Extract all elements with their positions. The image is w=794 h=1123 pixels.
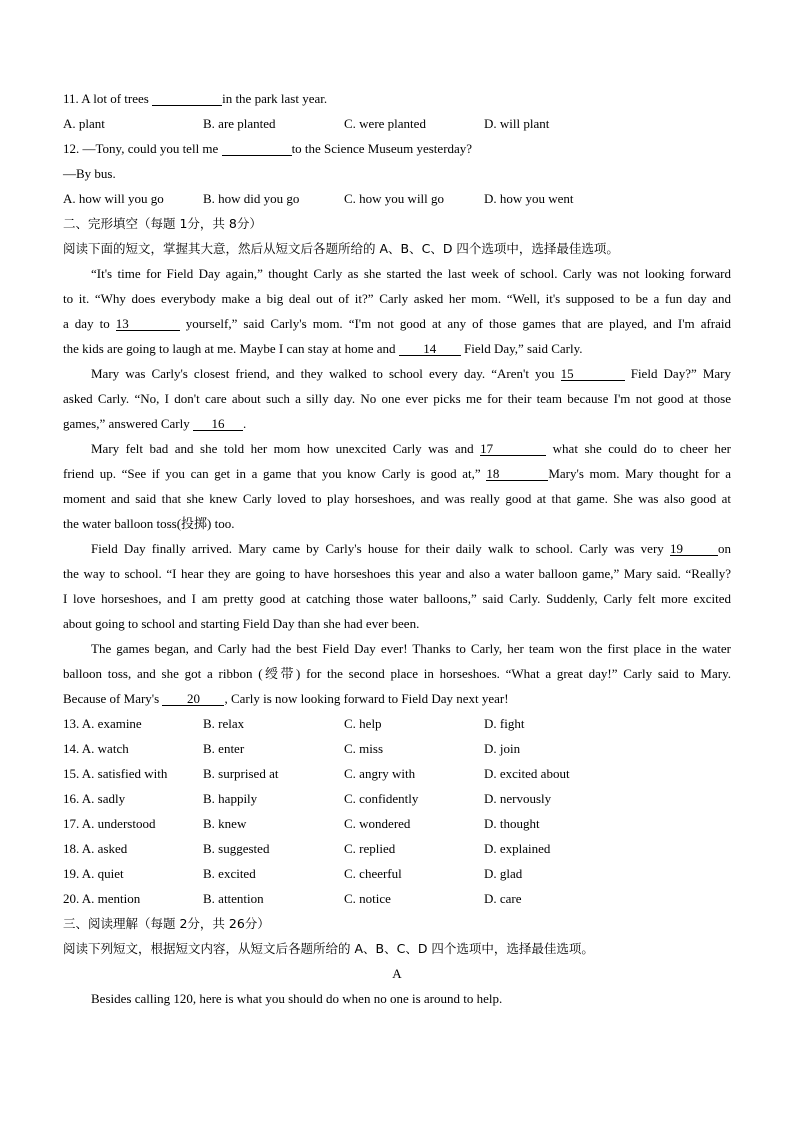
passage-line (63, 691, 731, 707)
cloze-17-option-b: B. knew (203, 816, 247, 831)
cloze-13-option-a: 13. A. examine (63, 716, 142, 731)
blank-15: 15 (561, 367, 625, 381)
cloze-16-option-c: C. confidently (344, 791, 419, 806)
passage-line: asked Carly. “No, I don't care about such a silly day. No one ever picks me for their team because I'm not good at those (63, 391, 731, 406)
text: a day to (63, 316, 116, 331)
blank-18: 18 (486, 467, 548, 481)
cloze-15-option-b: B. surprised at (203, 766, 279, 781)
option-d: D. will plant (484, 116, 550, 131)
section-2-instruction: 阅读下面的短文，掌握其大意，然后从短文后各题所给的 A、B、C、D 四个选项中，选择最佳选项。 (63, 241, 619, 256)
cloze-18-option-b: B. suggested (203, 841, 270, 856)
blank-13: 13 (116, 317, 180, 331)
cloze-18-option-c: C. replied (344, 841, 396, 856)
cloze-20-option-a: 20. A. mention (63, 891, 141, 906)
text: Field Day,” said Carly. (460, 341, 583, 356)
cloze-15-option-d: D. excited about (484, 766, 570, 781)
option-b: B. are planted (203, 116, 276, 131)
cloze-20-option-b: B. attention (203, 891, 264, 906)
cloze-19-option-b: B. excited (203, 866, 256, 881)
passage-line: “It's time for Field Day again,” thought Carly as she started the last week of school. Carly was not looking forward (91, 266, 731, 281)
option-a: A. plant (63, 116, 105, 131)
cloze-17-option-a: 17. A. understood (63, 816, 156, 831)
passage-line: the water balloon toss(投掷) too. (63, 516, 235, 531)
passage-line (63, 341, 731, 357)
passage-line (91, 541, 731, 557)
cloze-15-option-a: 15. A. satisfied with (63, 766, 168, 781)
passage-line: balloon toss, and she got a ribbon (绶带) for the second place in horseshoes. “What a great day!” Carly said to Mary. (63, 666, 731, 681)
cloze-14-option-a: 14. A. watch (63, 741, 129, 756)
blank-20: 20 (162, 692, 224, 706)
blank-16: 16 (193, 417, 243, 431)
option-d: D. how you went (484, 191, 574, 206)
passage-line: the way to school. “I hear they are going to have horseshoes this year and also a water balloon game,” Mary said. “Really? (63, 566, 731, 581)
cloze-14-option-d: D. join (484, 741, 521, 756)
answer-blank (222, 142, 292, 156)
text: what she could do to cheer her (546, 441, 731, 456)
cloze-18-option-a: 18. A. asked (63, 841, 128, 856)
cloze-17-option-d: D. thought (484, 816, 540, 831)
cloze-19-option-d: D. glad (484, 866, 523, 881)
blank-14: 14 (399, 342, 461, 356)
option-a: A. how will you go (63, 191, 164, 206)
cloze-19-option-c: C. cheerful (344, 866, 402, 881)
cloze-16-option-d: D. nervously (484, 791, 552, 806)
passage-line: about going to school and starting Field Day than she had ever been. (63, 616, 420, 631)
cloze-20-option-d: D. care (484, 891, 522, 906)
passage-line: I love horseshoes, and I am pretty good at catching those water balloons,” said Carly. Suddenly, Carly felt more excited (63, 591, 731, 606)
cloze-16-option-b: B. happily (203, 791, 258, 806)
text: , Carly is now looking forward to Field Day next year! (224, 691, 509, 706)
blank-17: 17 (480, 442, 546, 456)
text: the kids are going to laugh at me. Maybe I can stay at home and (63, 341, 399, 356)
text: Mary's mom. Mary thought for a (548, 466, 731, 481)
cloze-17-option-c: C. wondered (344, 816, 411, 831)
section-3-instruction: 阅读下列短文，根据短文内容，从短文后各题所给的 A、B、C、D 四个选项中，选择最佳选项。 (63, 941, 594, 956)
cloze-13-option-c: C. help (344, 716, 382, 731)
passage-line: moment and said that she knew Carly loved to play horseshoes, and was really good at that game. She was also good at (63, 491, 731, 506)
passage-line (63, 416, 731, 432)
stem-text: in the park last year. (222, 91, 328, 106)
section-2-heading: 二、完形填空（每题 1分，共 8分） (63, 216, 262, 231)
stem-text: 11. A lot of trees (63, 91, 153, 106)
passage-line: The games began, and Carly had the best Field Day ever! Thanks to Carly, her team won the first place in the water (91, 641, 731, 656)
text: yourself,” said Carly's mom. “I'm not good at any of those games that are played, and I'm afraid (179, 316, 732, 331)
section-3-heading: 三、阅读理解（每题 2分，共 26分） (63, 916, 270, 931)
text: Field Day finally arrived. Mary came by Carly's house for their daily walk to school. Carly was very (91, 541, 670, 556)
cloze-15-option-c: C. angry with (344, 766, 416, 781)
cloze-13-option-d: D. fight (484, 716, 525, 731)
text: friend up. “See if you can get in a game that you know Carly is good at,” (63, 466, 487, 481)
text: Field Day?” Mary (624, 366, 731, 381)
text: games,” answered Carly (63, 416, 193, 431)
option-b: B. how did you go (203, 191, 300, 206)
question-11-stem (63, 91, 731, 107)
cloze-14-option-c: C. miss (344, 741, 384, 756)
passage-line (63, 466, 731, 482)
question-12-reply: —By bus. (63, 166, 116, 181)
text: Because of Mary's (63, 691, 163, 706)
text: Mary felt bad and she told her mom how unexcited Carly was and (91, 441, 481, 456)
cloze-16-option-a: 16. A. sadly (63, 791, 126, 806)
blank-19: 19 (670, 542, 718, 556)
passage-line (91, 366, 731, 382)
passage-line (63, 316, 731, 332)
passage-part-label: A (392, 966, 402, 981)
text: Mary was Carly's closest friend, and they walked to school every day. “Aren't you (91, 366, 561, 381)
passage-line: Besides calling 120, here is what you should do when no one is around to help. (91, 991, 503, 1006)
question-12-stem (63, 141, 731, 157)
cloze-20-option-c: C. notice (344, 891, 391, 906)
option-c: C. were planted (344, 116, 426, 131)
passage-line (91, 441, 731, 457)
text: on (718, 541, 731, 556)
option-c: C. how you will go (344, 191, 445, 206)
cloze-14-option-b: B. enter (203, 741, 245, 756)
passage-line: to it. “Why does everybody make a big deal out of it?” Carly asked her mom. “Well, it's supposed to be a fun day and (63, 291, 731, 306)
cloze-13-option-b: B. relax (203, 716, 245, 731)
stem-text: to the Science Museum yesterday? (291, 141, 473, 156)
text: . (242, 416, 247, 431)
cloze-18-option-d: D. explained (484, 841, 551, 856)
cloze-19-option-a: 19. A. quiet (63, 866, 124, 881)
answer-blank (152, 92, 222, 106)
stem-text: 12. —Tony, could you tell me (63, 141, 222, 156)
